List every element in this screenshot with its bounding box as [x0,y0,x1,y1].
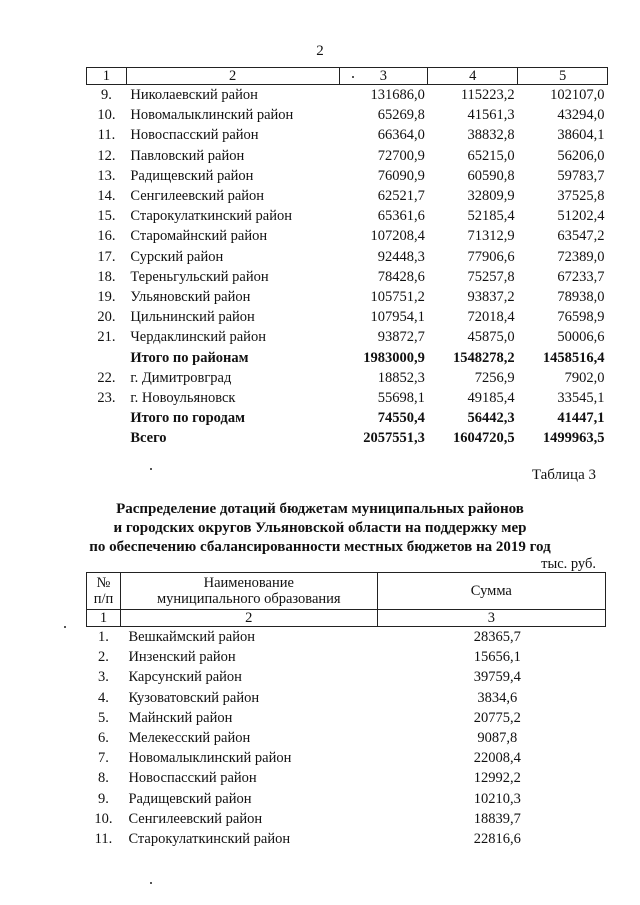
value-col-3: 62521,7 [377,188,425,205]
value-col-3: 2057551,3 [363,430,425,447]
value-col-5: 102107,0 [550,87,605,103]
row-number: 11. [94,831,113,848]
subsidy-distribution-table [86,572,606,849]
table-row [87,829,606,849]
value-col-5: 7902,0 [564,369,605,386]
value-col-3: 65361,6 [377,208,425,225]
sum-value: 15656,1 [473,649,521,666]
district-name: г. Новоульяновск [130,390,236,407]
table-subheader-row [87,610,606,627]
table-row [87,647,606,667]
value-col-4: 115223,2 [460,87,515,103]
row-number [87,408,127,428]
row-number: 13. [97,167,116,184]
value-col-4: 60590,8 [467,167,515,184]
district-name: Новоспасский район [130,127,259,144]
row-number [87,348,127,368]
header-line: Наименование [203,575,294,591]
row-number: 20. [97,309,116,326]
row-number: 3. [98,669,109,686]
header-line: муниципального образования [156,591,341,607]
row-number: 19. [97,289,116,306]
table-3-title [0,500,640,557]
district-name: Инзенский район [128,649,236,666]
value-col-4: 52185,4 [467,208,515,225]
table-row [87,748,606,768]
row-number: 18. [97,268,116,285]
page-number: 2 [316,43,324,59]
scan-speck [150,882,152,884]
value-col-5: 59783,7 [557,167,605,184]
column-header-name [120,573,377,610]
value-col-3: 107208,4 [370,228,425,245]
value-col-4: 38832,8 [467,127,515,144]
value-col-5: 56206,0 [557,147,605,164]
sum-value: 28365,7 [473,629,521,645]
column-header: 4 [428,68,518,85]
value-col-5: 72389,0 [557,248,605,265]
value-col-3: 1983000,9 [363,349,425,366]
row-number: 14. [97,188,116,205]
table-row [87,728,606,748]
district-name: Итого по районам [130,349,249,366]
row-number: 11. [97,127,116,144]
value-col-3: 74550,4 [377,410,425,427]
table-row [87,125,608,145]
value-col-3: 76090,9 [377,167,425,184]
value-col-3: 92448,3 [377,248,425,265]
value-col-5: 78938,0 [557,289,605,306]
row-number: 21. [97,329,116,346]
district-name: Новоспасский район [128,770,257,787]
value-col-4: 41561,3 [467,107,515,124]
table-row [87,368,608,388]
row-number: 10. [97,107,116,124]
row-number: 16. [97,228,116,245]
district-name: Майнский район [128,709,233,726]
value-col-4: 7256,9 [474,369,515,386]
row-number: 15. [97,208,116,225]
table-row [87,688,606,708]
value-col-3: 131686,0 [370,87,425,103]
table-row [87,667,606,687]
column-header: 5 [518,68,608,85]
table-row [87,627,606,648]
column-index: 3 [377,610,605,627]
district-name: Павловский район [130,147,245,164]
sum-value: 20775,2 [473,709,521,726]
header-line: п/п [93,591,114,607]
table-row [87,206,608,226]
value-col-4: 1604720,5 [453,430,515,447]
column-header: 2 [126,68,339,85]
district-name: Всего [130,430,167,447]
table-row [87,226,608,246]
sum-value: 18839,7 [473,810,521,827]
value-col-3: 55698,1 [377,390,425,407]
row-number: 23. [97,390,116,407]
district-name: Вешкаймский район [128,629,255,645]
value-col-4: 49185,4 [467,390,515,407]
column-header: 3 [339,68,428,85]
district-name: Итого по городам [130,410,245,427]
value-col-4: 65215,0 [467,147,515,164]
title-line: и городских округов Ульяновской области на поддержку мер [113,520,527,536]
value-col-3: 105751,2 [370,289,425,306]
table-header-row [87,68,608,85]
row-number: 7. [98,750,109,767]
district-name: Сенгилеевский район [130,188,265,205]
district-name: Старокулаткинский район [130,208,293,225]
district-name: Николаевский район [130,87,258,103]
value-col-4: 56442,3 [467,410,515,427]
row-number: 9. [100,87,112,103]
value-col-3: 18852,3 [377,369,425,386]
value-col-4: 75257,8 [467,268,515,285]
value-col-5: 43294,0 [557,107,605,124]
district-name: Карсунский район [128,669,242,686]
value-col-5: 50006,6 [557,329,605,346]
value-col-5: 38604,1 [557,127,605,144]
district-name: Кузоватовский район [128,689,260,706]
sum-value: 3834,6 [477,689,518,706]
sum-value: 10210,3 [473,790,521,807]
value-col-4: 72018,4 [467,309,515,326]
district-name: Чердаклинский район [130,329,266,346]
value-col-4: 71312,9 [467,228,515,245]
table-row [87,768,606,788]
table-row [87,146,608,166]
district-name: Сенгилеевский район [128,810,263,827]
table-row [87,789,606,809]
sum-value: 39759,4 [473,669,521,686]
district-name: г. Димитровград [130,369,232,386]
table-row [87,85,608,106]
scan-speck [352,76,354,78]
row-number: 1. [98,629,109,645]
value-col-3: 65269,8 [377,107,425,124]
value-col-5: 1499963,5 [542,430,605,447]
value-col-5: 33545,1 [557,390,605,407]
value-col-4: 77906,6 [467,248,515,265]
value-col-4: 45875,0 [467,329,515,346]
table-row [87,267,608,287]
column-header-number [87,573,121,610]
value-col-5: 37525,8 [557,188,605,205]
value-col-5: 41447,1 [557,410,605,427]
row-number: 22. [97,369,116,386]
table-row [87,307,608,327]
value-col-3: 78428,6 [377,268,425,285]
row-number: 12. [97,147,116,164]
table-3-label: Таблица 3 [531,467,596,483]
table-header-row [87,573,606,610]
value-col-3: 107954,1 [370,309,425,326]
value-col-3: 93872,7 [377,329,425,346]
sum-value: 9087,8 [477,730,518,747]
column-index: 2 [120,610,377,627]
sum-value: 22008,4 [473,750,521,767]
district-name: Новомалыклинский район [128,750,292,767]
district-name: Новомалыклинский район [130,107,294,124]
district-name: Сурский район [130,248,224,265]
header-line: № [96,575,111,591]
unit-label: тыс. руб. [541,556,596,572]
district-name: Ульяновский район [130,289,251,306]
value-col-5: 1458516,4 [542,349,605,366]
value-col-3: 72700,9 [377,147,425,164]
value-col-3: 66364,0 [377,127,425,144]
column-header-sum: Сумма [377,573,605,610]
total-row [87,408,608,428]
table-row [87,247,608,267]
district-name: Мелекесский район [128,730,251,747]
value-col-4: 32809,9 [467,188,515,205]
district-name: Старокулаткинский район [128,831,291,848]
table-row [87,166,608,186]
scan-speck [150,468,152,470]
table-row [87,186,608,206]
district-name: Цильнинский район [130,309,255,326]
total-row [87,348,608,368]
value-col-5: 67233,7 [557,268,605,285]
district-name: Тереньгульский район [130,268,269,285]
value-col-4: 1548278,2 [453,349,515,366]
row-number: 8. [98,770,109,787]
title-line: по обеспечению сбалансированности местных бюджетов на 2019 год [89,539,551,555]
district-name: Старомайнский район [130,228,268,245]
column-index: 1 [87,610,121,627]
district-name: Радищевский район [128,790,252,807]
value-col-5: 76598,9 [557,309,605,326]
table-row [87,105,608,125]
value-col-4: 93837,2 [467,289,515,306]
column-header: 1 [87,68,127,85]
table-row [87,809,606,829]
row-number: 2. [98,649,109,666]
scan-speck [64,626,66,628]
row-number: 9. [98,790,109,807]
sum-value: 12992,2 [473,770,521,787]
budget-table-continued [86,67,608,449]
row-number: 4. [98,689,109,706]
sum-value: 22816,6 [473,831,521,848]
row-number: 17. [97,248,116,265]
title-line: Распределение дотаций бюджетам муниципальных районов [116,501,524,517]
row-number: 10. [94,810,113,827]
value-col-5: 51202,4 [557,208,605,225]
table-row [87,287,608,307]
table-row [87,708,606,728]
table-row [87,327,608,347]
table-row [87,388,608,408]
total-row [87,428,608,448]
row-number: 6. [98,730,109,747]
value-col-5: 63547,2 [557,228,605,245]
district-name: Радищевский район [130,167,254,184]
row-number [87,428,127,448]
row-number: 5. [98,709,109,726]
